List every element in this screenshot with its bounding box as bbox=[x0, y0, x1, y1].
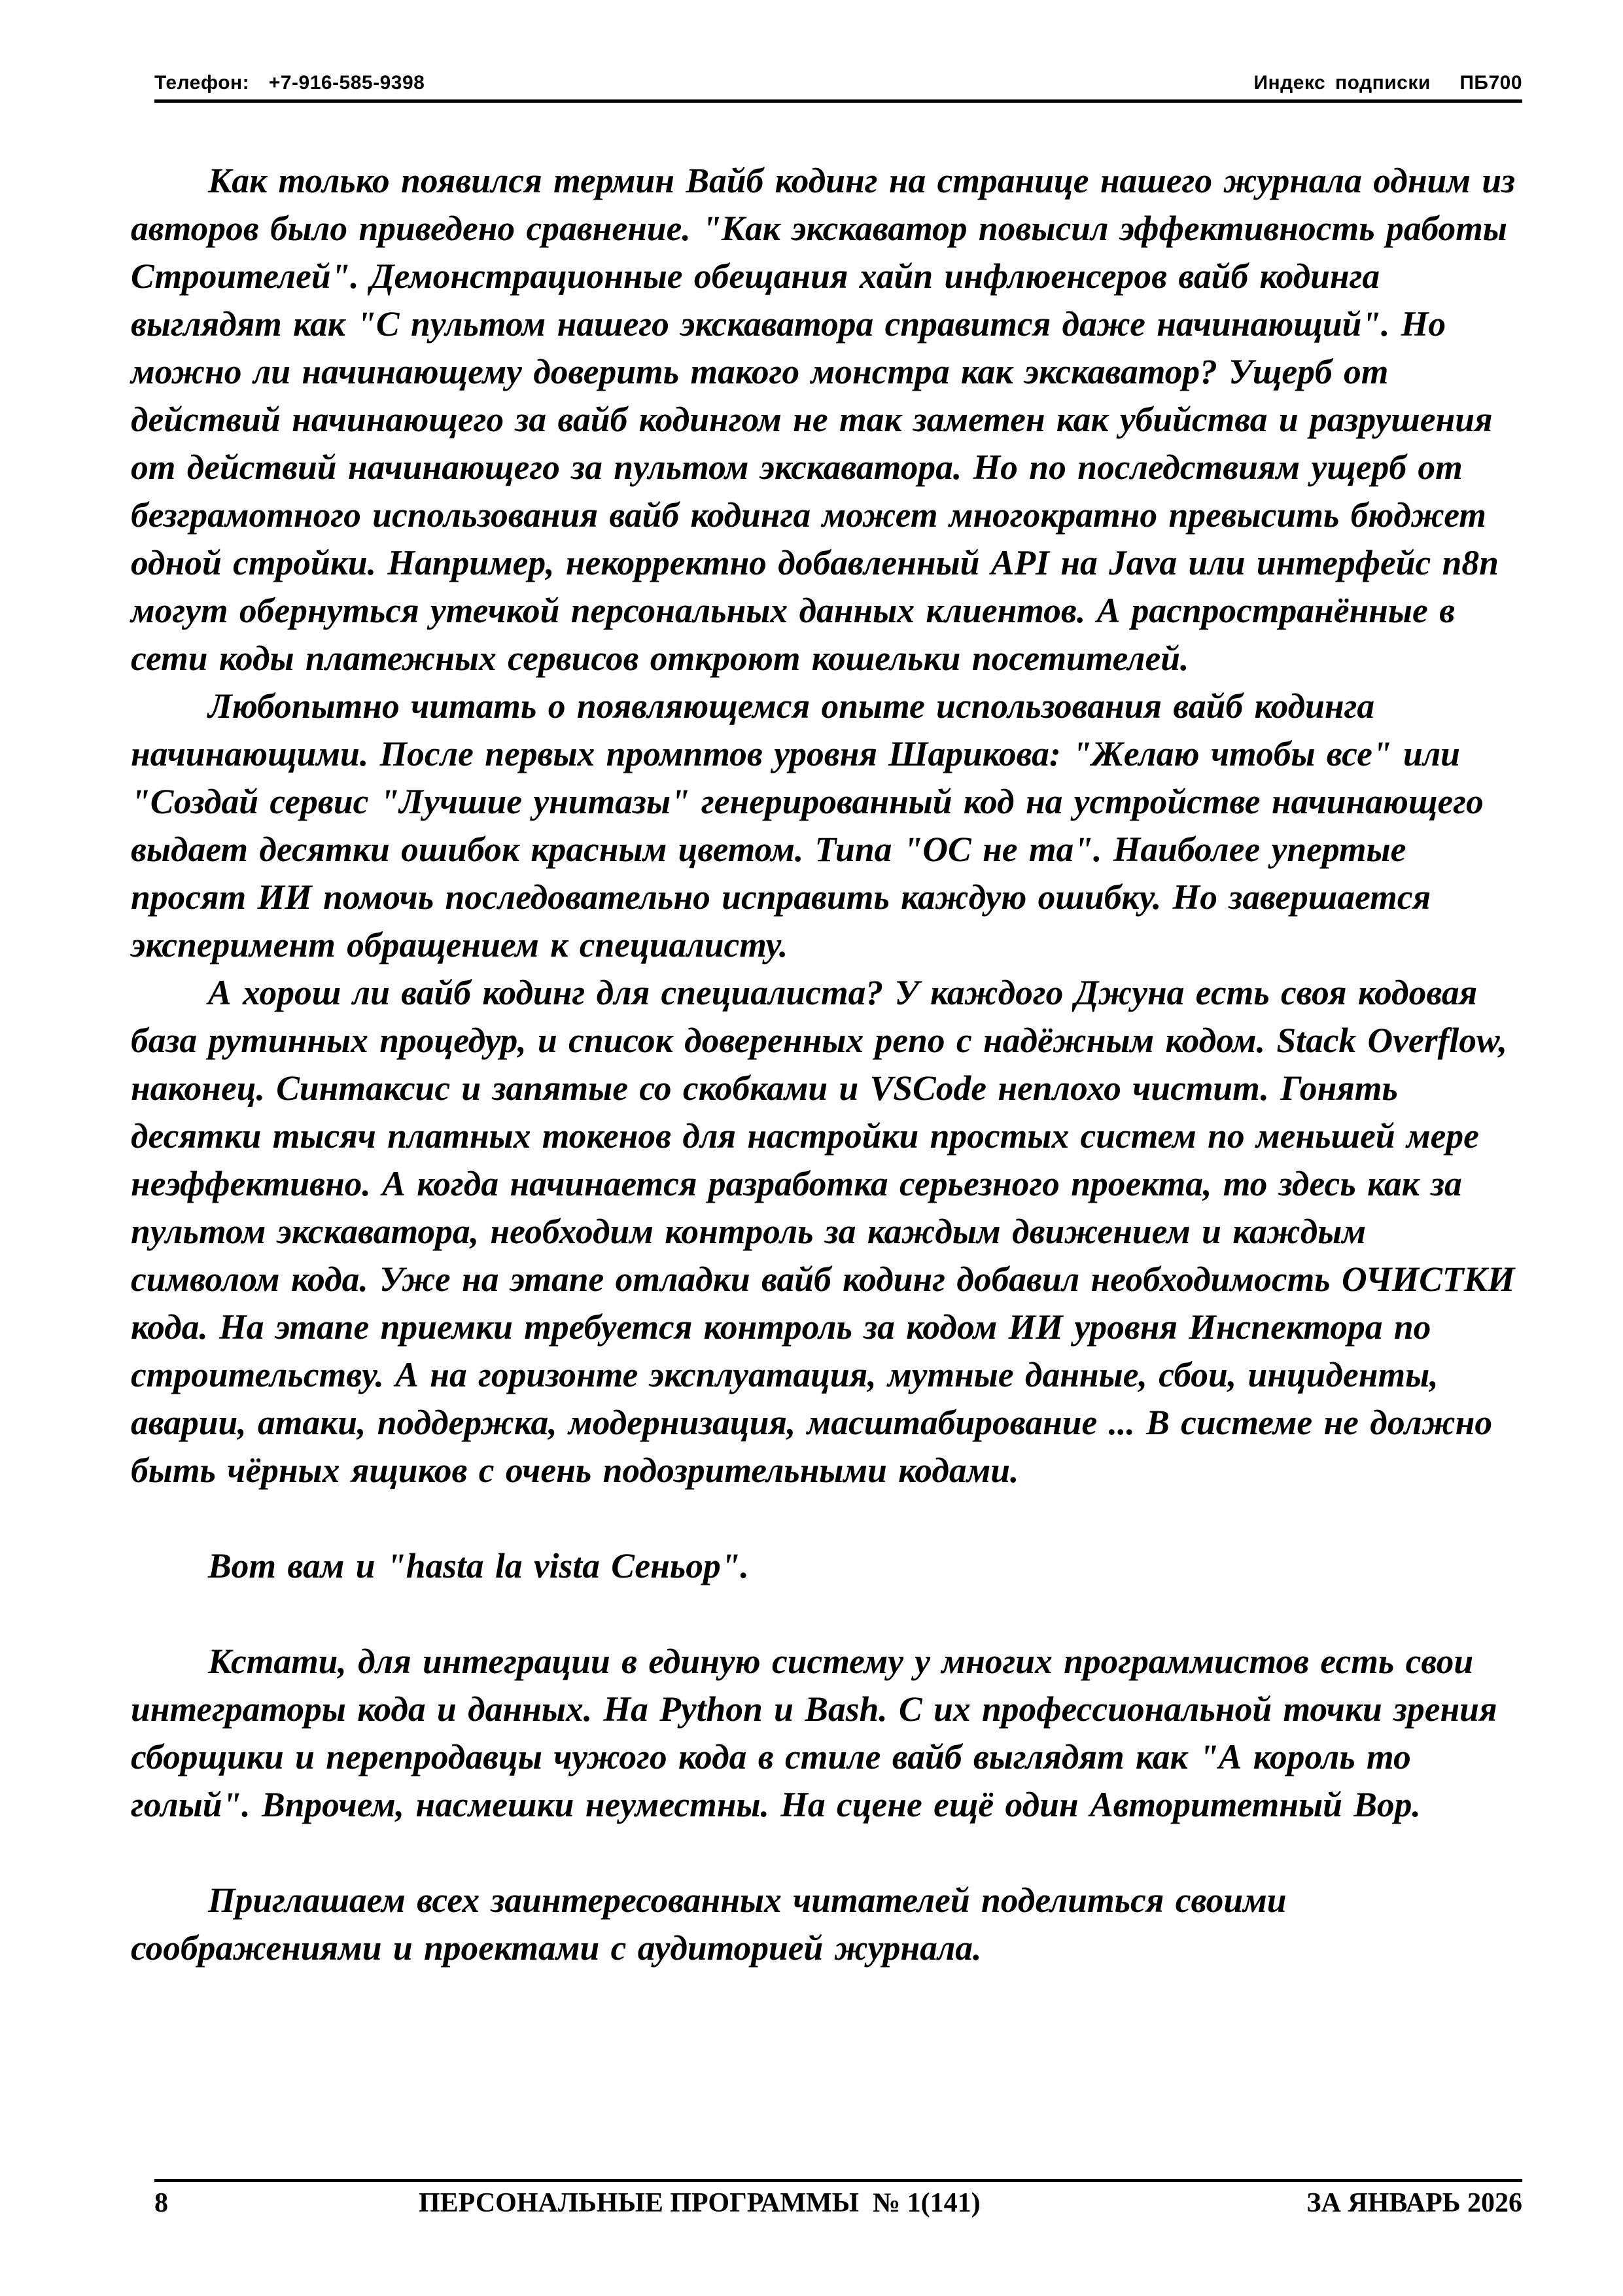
running-header bbox=[154, 64, 1522, 94]
paragraph-integrators: Кстати, для интеграции в единую систему у многих программистов есть свои интеграторы кода и данных. На Python и Bash. С их профессиональной точки зрения сборщики и перепродавцы чужого кода в стиле вайб выглядят как "А король то голый". Впрочем, насмешки неуместны. На сцене ещё один Авторитетный Вор. bbox=[131, 1642, 1497, 1824]
running-footer bbox=[154, 2187, 1522, 2219]
header-divider bbox=[154, 99, 1522, 103]
paragraph-hasta-la-vista: Вот вам и "hasta la vista Сеньор". bbox=[208, 1546, 749, 1585]
journal-title: ПЕРСОНАЛЬНЫЕ ПРОГРАММЫ № 1(141) bbox=[419, 2188, 981, 2218]
footer-divider bbox=[154, 2179, 1522, 2182]
issue-date: ЗА ЯНВАРЬ 2026 bbox=[1306, 2188, 1522, 2218]
paragraph-invitation: Приглашаем всех заинтересованных читателей поделиться своими соображениями и проектами с аудиторией журнала. bbox=[131, 1881, 1287, 1968]
paragraph-specialist-question: А хорош ли вайб кодинг для специалиста? У каждого Джуна есть своя кодовая база рутинных процедур, и список доверенных репо с надёжным кодом. Stack Overflow, наконец. Синтаксис и запятые со скобками и VSCode неплохо чистит. Гонять десятки тысяч платных токенов для настройки простых систем по меньшей мере неэффективно. А когда начинается разработка серьезного проекта, то здесь как за пультом экскаватора, необходим контроль за каждым движением и каждым символом кода. Уже на этапе отладки вайб кодинг добавил необходимость ОЧИСТКИ кода. На этапе приемки требуется контроль за кодом ИИ уровня Инспектора по строительству. А на горизонте эксплуатация, мутные данные, сбои, инциденты, аварии, атаки, поддержка, модернизация, масштабирование ... В системе не должно быть чёрных ящиков с очень подозрительными кодами. bbox=[131, 973, 1515, 1490]
header-subscription-index: Индекс подписки ПБ700 bbox=[1253, 72, 1522, 94]
paragraph-excavator-comparison: Как только появился термин Вайб кодинг на странице нашего журнала одним из авторов было приведено сравнение. "Как экскаватор повысил эффективность работы Строителей". Демонстрационные обещания хайп инфлюенсеров вайб кодинга выглядят как "С пультом нашего экскаватора справится даже начинающий". Но можно ли начинающему доверить такого монстра как экскаватор? Ущерб от действий начинающего за вайб кодингом не так заметен как убийства и разрушения от действий начинающего за пультом экскаватора. Но по последствиям ущерб от безграмотного использования вайб кодинга может многократно превысить бюджет одной стройки. Например, некорректно добавленный API на Java или интерфейс n8n могут обернуться утечкой персональных данных клиентов. А распространённые в сети коды платежных сервисов откроют кошельки посетителей. bbox=[131, 161, 1515, 678]
article-body bbox=[131, 157, 1524, 1972]
paragraph-beginners-experience: Любопытно читать о появляющемся опыте использования вайб кодинга начинающими. После первых промптов уровня Шарикова: "Желаю чтобы все" или "Создай сервис "Лучшие унитазы" генерированный код на устройстве начинающего выдает десятки ошибок красным цветом. Типа "ОС не та". Наиболее упертые просят ИИ помочь последовательно исправить каждую ошибку. Но завершается эксперимент обращением к специалисту. bbox=[131, 686, 1484, 964]
page-number: 8 bbox=[154, 2188, 168, 2218]
header-phone: Телефон: +7-916-585-9398 bbox=[154, 72, 425, 94]
